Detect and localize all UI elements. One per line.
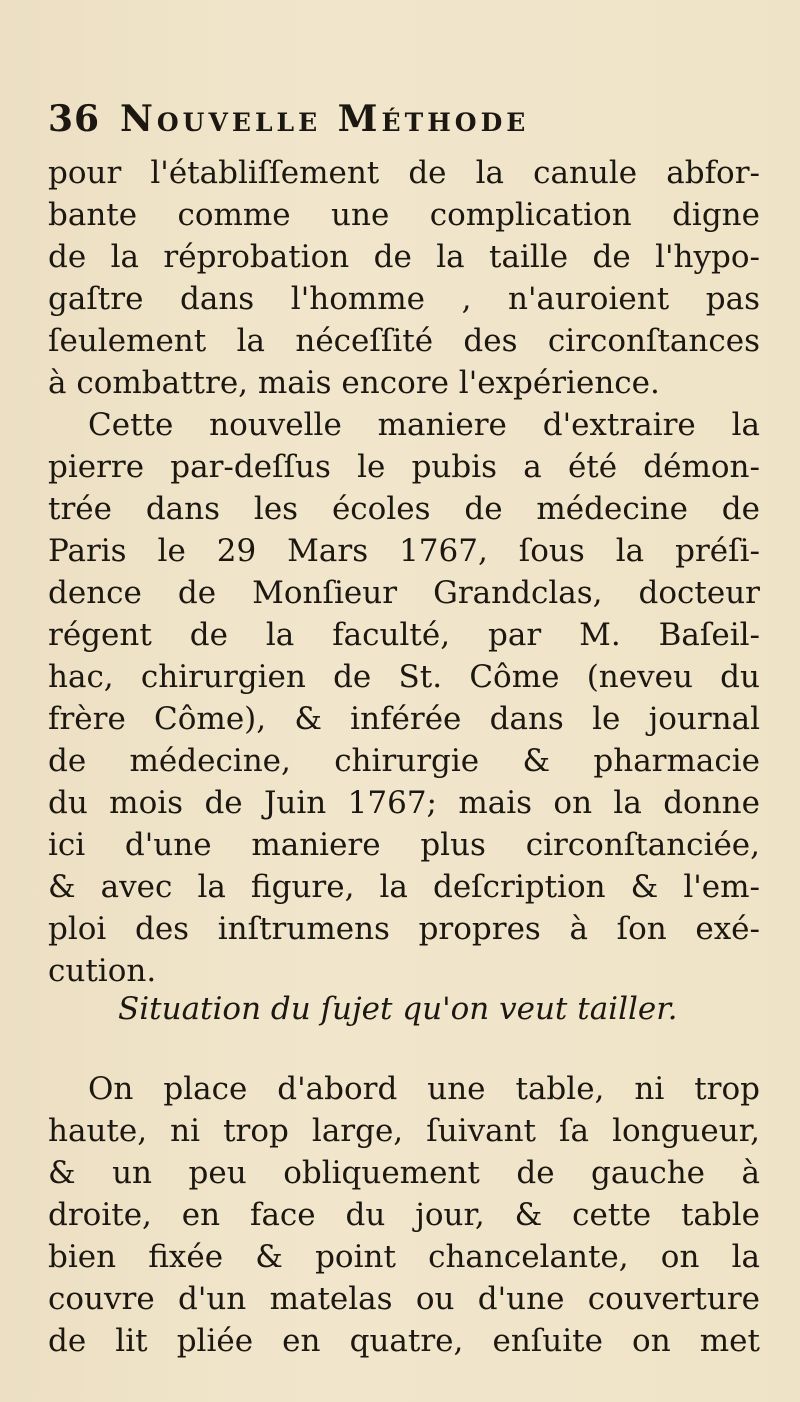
section-heading: Situation du ſujet qu'on veut tailler. <box>118 991 678 1027</box>
text-line: & avec la figure, la deſcription & l'em- <box>48 869 760 905</box>
page-header <box>48 98 768 152</box>
text-line: à combattre, mais encore l'expérience. <box>48 365 660 401</box>
text-line: Paris le 29 Mars 1767, ſous la préſi- <box>48 533 760 569</box>
running-title: Nouvelle Méthode <box>120 98 530 140</box>
text-line: dence de Monſieur Grandclas, docteur <box>48 575 760 611</box>
text-line: de médecine, chirurgie & pharmacie <box>48 743 760 779</box>
text-line: trée dans les écoles de médecine de <box>48 491 760 527</box>
text-line: haute, ni trop large, ſuivant ſa longueur, <box>48 1113 760 1149</box>
text-line: hac, chirurgien de St. Côme (neveu du <box>48 659 760 695</box>
text-line: cution. <box>48 953 157 989</box>
text-line: de lit pliée en quatre, enſuite on met <box>48 1323 760 1359</box>
text-line: bante comme une complication digne <box>48 197 760 233</box>
text-line: de la réprobation de la taille de l'hypo- <box>48 239 760 275</box>
text-line: On place d'abord une table, ni trop <box>88 1071 760 1107</box>
text-line: ploi des inſtrumens propres à ſon exé- <box>48 911 760 947</box>
text-line: frère Côme), & inférée dans le journal <box>48 701 760 737</box>
text-line: gaſtre dans l'homme , n'auroient pas <box>48 281 760 317</box>
text-line: couvre d'un matelas ou d'une couverture <box>48 1281 760 1317</box>
text-line: ici d'une maniere plus circonſtanciée, <box>48 827 760 863</box>
page-number: 36 <box>48 98 101 140</box>
text-line: pierre par-deſſus le pubis a été démon- <box>48 449 760 485</box>
text-line: du mois de Juin 1767; mais on la donne <box>48 785 760 821</box>
text-line: ſeulement la néceſſité des circonſtances <box>48 323 760 359</box>
text-line: bien fixée & point chancelante, on la <box>48 1239 760 1275</box>
text-line: Cette nouvelle maniere d'extraire la <box>88 407 760 443</box>
text-line: régent de la faculté, par M. Baſeil- <box>48 617 760 653</box>
text-line: droite, en face du jour, & cette table <box>48 1197 760 1233</box>
text-line: & un peu obliquement de gauche à <box>48 1155 760 1191</box>
text-line: pour l'établiſſement de la canule abfor- <box>48 155 760 191</box>
